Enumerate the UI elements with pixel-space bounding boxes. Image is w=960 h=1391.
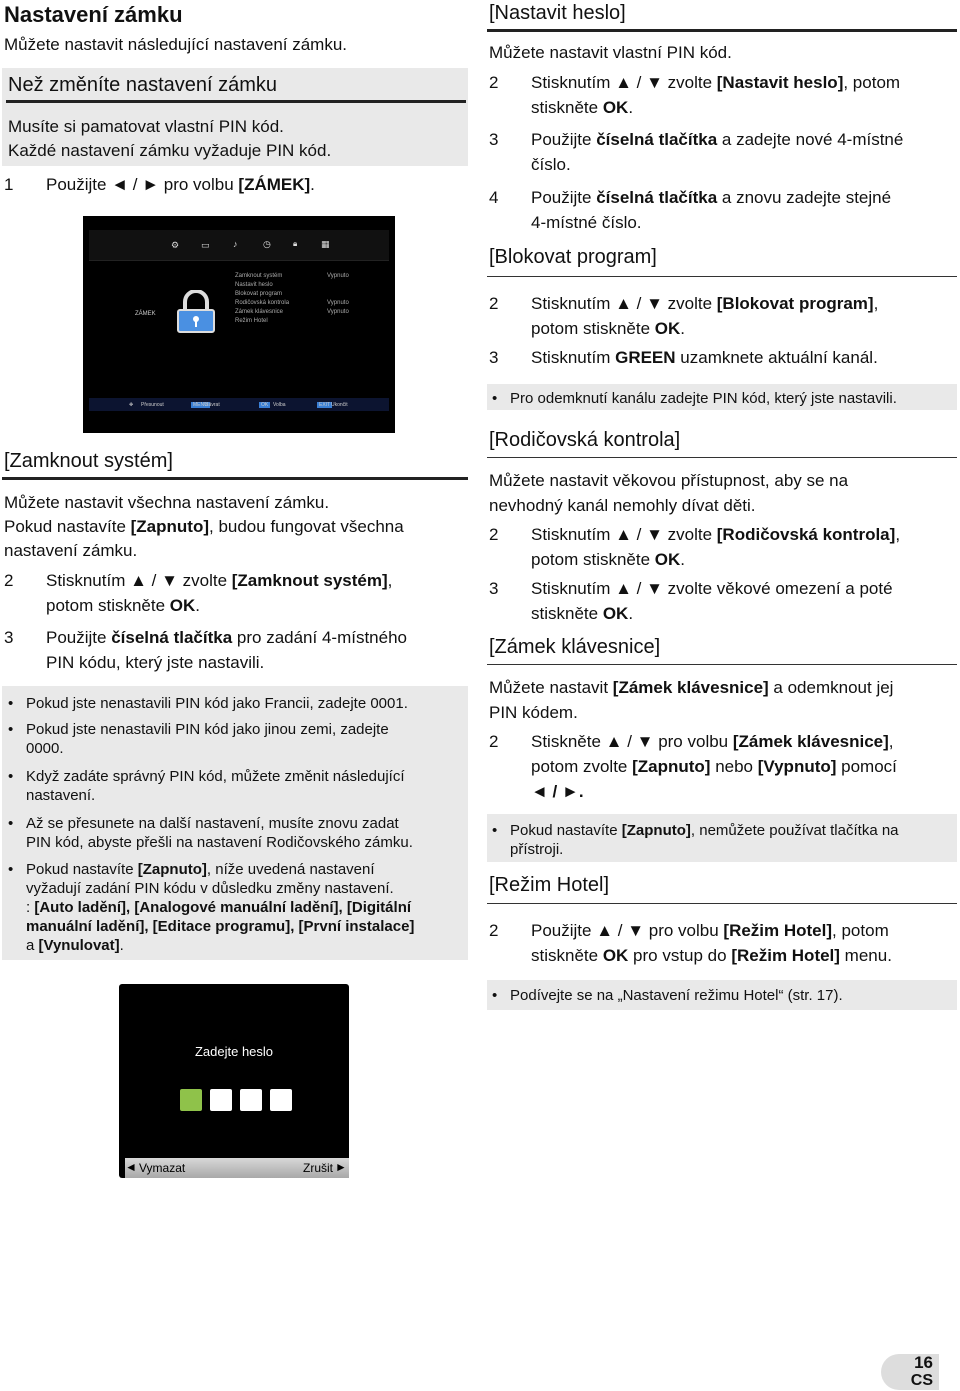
clock-icon: ◷ [263, 239, 271, 249]
klav-divider [487, 664, 957, 665]
tv-lock-menu [83, 216, 395, 433]
zamknout-title: [Zamknout systém] [4, 450, 173, 472]
menu-item-hotel[interactable]: Režim Hotel [235, 318, 268, 324]
blokovat-step-2: 2 Stisknutím ▲ / ▼ zvolte [Blokovat program], potom stiskněte OK. [489, 294, 879, 338]
menu-side-label: ZÁMEK [135, 311, 156, 317]
left-arrow-icon: ◄ [125, 1160, 137, 1174]
footer-tag-ok: OK [261, 402, 269, 408]
intro-text: Můžete nastavit následující nastavení zámku. [4, 35, 348, 54]
heslo-divider [487, 29, 957, 32]
menu-value-klav: Vypnuto [327, 309, 349, 315]
rodic-p1: Můžete nastavit věkovou přístupnost, aby se na nevhodný kanál nemohly dívat děti. [489, 471, 849, 515]
hotel-title: [Režim Hotel] [489, 874, 610, 896]
pin-digit-1[interactable] [180, 1089, 202, 1111]
before-change-box [2, 68, 468, 166]
klav-title: [Zámek klávesnice] [489, 636, 661, 658]
klav-p1: Můžete nastavit [Zámek klávesnice] a odemknout jej PIN kódem. [489, 678, 894, 722]
blokovat-step-3: 3 Stisknutím GREEN uzamknete aktuální kanál. [489, 348, 878, 367]
pin-digit-4[interactable] [270, 1089, 292, 1111]
pin-digit-2[interactable] [210, 1089, 232, 1111]
pin-dialog [119, 984, 349, 1178]
menu-item-zamknout[interactable]: Zamknout systém [235, 273, 283, 279]
menu-value-zamknout: Vypnuto [327, 273, 349, 279]
menu-item-heslo[interactable]: Nastavit heslo [235, 282, 273, 288]
rodic-title: [Rodičovská kontrola] [489, 429, 681, 451]
footer-tag-menu: MENU [193, 402, 208, 408]
page-number-tab [881, 1354, 939, 1390]
pin-dialog-title: Zadejte heslo [194, 1044, 274, 1059]
heslo-p1: Můžete nastavit vlastní PIN kód. [489, 43, 732, 62]
step-text-end: . [310, 175, 315, 194]
rodic-step-2: 2 Stisknutím ▲ / ▼ zvolte [Rodičovská kontrola], potom stiskněte OK. [489, 525, 901, 569]
move-icon: ✥ [129, 402, 134, 408]
rodic-step-3: 3 Stisknutím ▲ / ▼ zvolte věkové omezení a poté stiskněte OK. [489, 579, 893, 623]
step-text-bold: [ZÁMEK] [238, 175, 311, 194]
pin-digit-3[interactable] [240, 1089, 262, 1111]
footer-exit: Ukončit [331, 402, 348, 408]
music-icon: ♪ [233, 239, 238, 249]
menu-value-rodic: Vypnuto [327, 300, 349, 306]
heslo-step-2: 2 Stisknutím ▲ / ▼ zvolte [Nastavit heslo], potom stiskněte OK. [489, 73, 901, 117]
zamknout-divider [2, 477, 468, 480]
box-line-1: Musíte si pamatovat vlastní PIN kód. [8, 117, 284, 136]
language-code: CS [910, 1372, 933, 1389]
box-title: Než změníte nastavení zámku [8, 74, 278, 96]
zamknout-p1: Můžete nastavit všechna nastavení zámku. [4, 493, 330, 512]
menu-item-klav[interactable]: Zámek klávesnice [235, 309, 284, 315]
gear-icon: ⚙ [171, 240, 180, 250]
hotel-step-2: 2 Použijte ▲ / ▼ pro volbu [Režim Hotel], potom stiskněte OK pro vstup do [Režim Hotel] menu. [489, 921, 892, 965]
footer-select: Volba [273, 402, 286, 408]
footer-tag-exit: EXIT [319, 402, 331, 408]
step-text: Použijte ◄ / ► pro volbu [46, 175, 239, 194]
menu-icon-bar [89, 230, 389, 261]
menu-item-blokovat[interactable]: Blokovat program [235, 291, 283, 297]
page-title: Nastavení zámku [4, 2, 183, 27]
right-arrow-icon: ► [335, 1160, 347, 1174]
blokovat-title: [Blokovat program] [489, 246, 657, 268]
step-number: 1 [4, 175, 14, 194]
footer-move: Přesunout [141, 402, 164, 408]
cancel-button[interactable]: Zrušit [303, 1161, 333, 1175]
clear-button[interactable]: Vymazat [139, 1161, 186, 1175]
zamknout-p2: Pokud nastavíte [Zapnuto], budou fungovat všechna [4, 517, 404, 536]
rodic-divider [487, 457, 957, 458]
padlock-icon [175, 290, 217, 334]
box-line-2: Každé nastavení zámku vyžaduje PIN kód. [8, 141, 332, 160]
heslo-step-4: 4 Použijte číselná tlačítka a znovu zadejte stejné 4-místné číslo. [489, 188, 892, 232]
lock-small-icon: 🔒︎ [293, 239, 298, 248]
grid-icon: ▦ [321, 239, 330, 249]
box-divider [6, 100, 466, 103]
klav-step-2: 2 Stiskněte ▲ / ▼ pro volbu [Zámek klávesnice], potom zvolte [Zapnuto] nebo [Vypnuto] pomocí ◄ / ►. [489, 732, 897, 801]
menu-item-rodic[interactable]: Rodičovská kontrola [235, 300, 290, 306]
zamknout-step-3: 3 Použijte číselná tlačítka pro zadání 4-místného PIN kódu, který jste nastavili. [4, 628, 407, 672]
zamknout-p2-cont: nastavení zámku. [4, 541, 138, 560]
blokovat-divider [487, 276, 957, 277]
hotel-divider [487, 903, 957, 904]
zamknout-step-2: 2 Stisknutím ▲ / ▼ zvolte [Zamknout systém], potom stiskněte OK. [4, 571, 393, 615]
monitor-icon: ▭ [201, 240, 210, 250]
heslo-title: [Nastavit heslo] [489, 2, 626, 24]
footer-return: Návrat [205, 402, 220, 408]
page-number: 16 [914, 1353, 933, 1372]
heslo-step-3: 3 Použijte číselná tlačítka a zadejte nové 4-místné číslo. [489, 130, 904, 174]
